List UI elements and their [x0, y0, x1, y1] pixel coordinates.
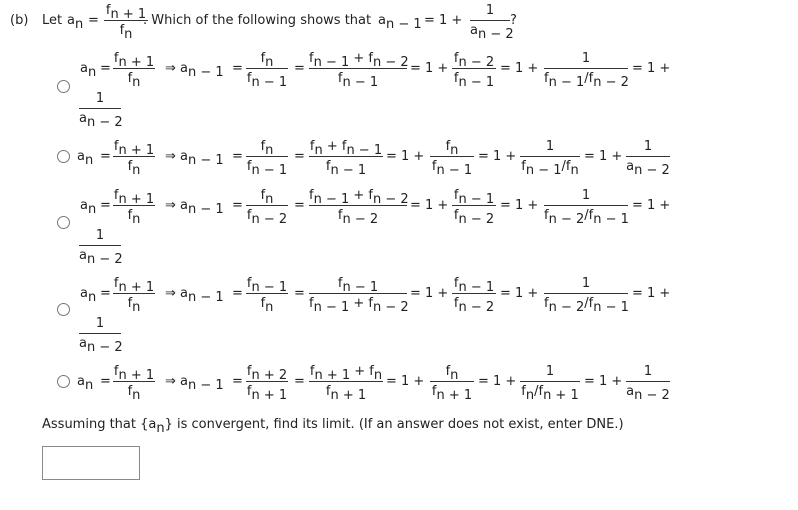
- equals: =: [100, 374, 111, 389]
- followup-prefix: Assuming that {a: [42, 417, 157, 432]
- equals: =: [100, 198, 111, 213]
- one-plus: = 1 +: [410, 286, 449, 301]
- equals: =: [294, 374, 305, 389]
- option-c-radio[interactable]: [57, 216, 70, 229]
- a-n-label: an: [80, 286, 97, 305]
- option-b-radio[interactable]: [57, 150, 70, 163]
- one-plus: = 1 +: [632, 198, 671, 213]
- equals: =: [100, 149, 111, 164]
- equals: =: [294, 61, 305, 76]
- implies-arrow: ⇒: [165, 149, 176, 164]
- a-n-label: an: [80, 61, 97, 80]
- limit-answer-input[interactable]: [42, 446, 140, 480]
- implies-arrow: ⇒: [165, 61, 176, 76]
- one-plus: = 1 +: [478, 149, 517, 164]
- option-a-radio[interactable]: [57, 80, 70, 93]
- part-label: (b): [10, 13, 29, 28]
- followup-text: [42, 417, 624, 436]
- a-n-label: an: [77, 149, 94, 168]
- followup-suffix: } is convergent, find its limit. (If an answer does not exist, enter DNE.): [164, 417, 624, 432]
- one-plus: = 1 +: [632, 286, 671, 301]
- one-plus: = 1 +: [478, 374, 517, 389]
- one-plus: = 1 +: [500, 61, 539, 76]
- equals: =: [232, 286, 243, 301]
- equals: =: [232, 149, 243, 164]
- equals: =: [232, 198, 243, 213]
- a-n-1-label: an − 1: [180, 374, 224, 393]
- one-plus: = 1 +: [500, 198, 539, 213]
- option-e-radio[interactable]: [57, 375, 70, 388]
- implies-arrow: ⇒: [165, 198, 176, 213]
- equals: =: [294, 198, 305, 213]
- equals: =: [100, 286, 111, 301]
- a-n-1-label: an − 1: [180, 149, 224, 168]
- equals: =: [88, 13, 99, 28]
- one-plus: = 1 +: [410, 61, 449, 76]
- equals: =: [232, 374, 243, 389]
- one-plus: = 1 +: [410, 198, 449, 213]
- one-plus: = 1 +: [584, 374, 623, 389]
- one-plus: = 1 +: [386, 374, 425, 389]
- one-plus: = 1 +: [584, 149, 623, 164]
- implies-arrow: ⇒: [165, 286, 176, 301]
- equals: =: [294, 286, 305, 301]
- implies-arrow: ⇒: [165, 374, 176, 389]
- a-n-1-label: an − 1: [180, 198, 224, 217]
- let-text: Let: [42, 13, 63, 28]
- a-n-label: an: [80, 198, 97, 217]
- question-mark: ?: [510, 13, 517, 28]
- a-n-1-symbol: an − 1: [378, 13, 422, 32]
- one-plus: = 1 +: [500, 286, 539, 301]
- one-plus: = 1 +: [386, 149, 425, 164]
- equals: =: [232, 61, 243, 76]
- option-d-radio[interactable]: [57, 303, 70, 316]
- a-n-1-label: an − 1: [180, 286, 224, 305]
- followup-sub: n: [156, 421, 165, 436]
- one-plus: = 1 +: [424, 13, 463, 28]
- a-n-label: an: [77, 374, 94, 393]
- a-n-symbol: an: [67, 13, 84, 32]
- a-n-1-label: an − 1: [180, 61, 224, 80]
- which-text: . Which of the following shows that: [143, 13, 372, 28]
- equals: =: [100, 61, 111, 76]
- equals: =: [294, 149, 305, 164]
- one-plus: = 1 +: [632, 61, 671, 76]
